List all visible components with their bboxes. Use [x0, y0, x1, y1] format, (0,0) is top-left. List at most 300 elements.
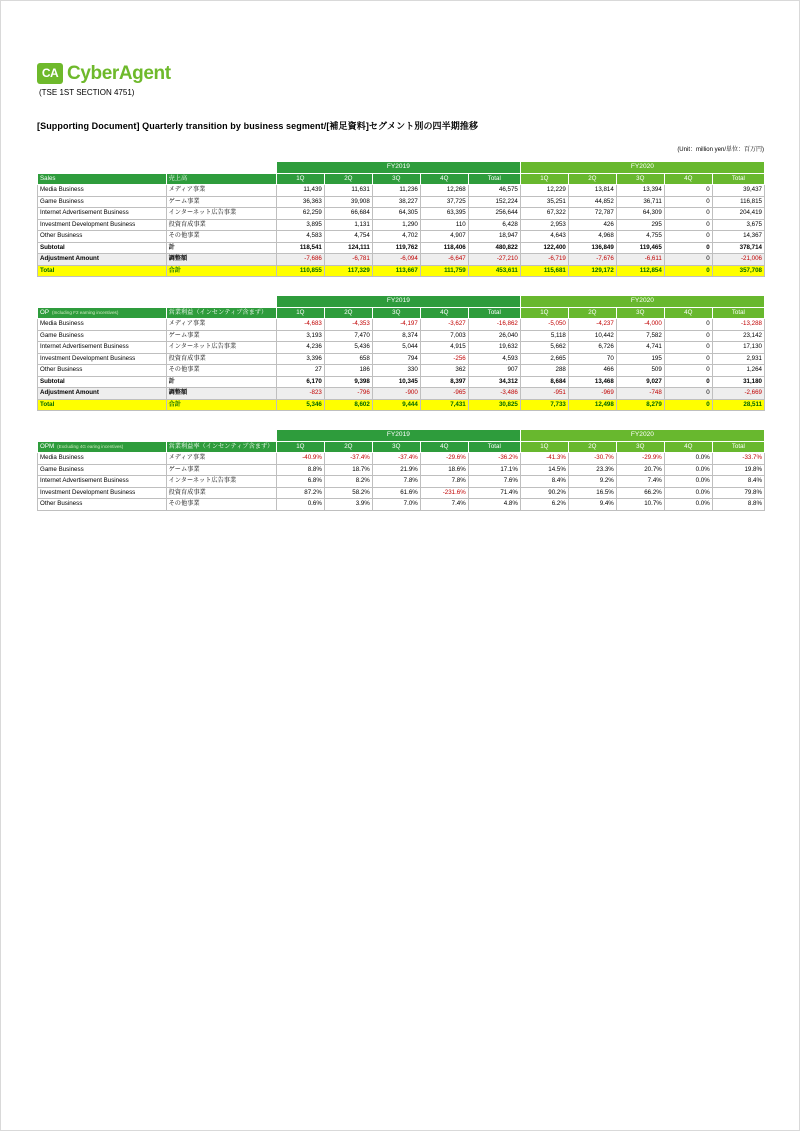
- segment-name-en: Media Business: [38, 453, 167, 465]
- fy2019-quarter-header: 3Q: [372, 441, 420, 453]
- fy2019-total-cell: 4.8%: [468, 499, 520, 511]
- metric-label-header: OP (Including F2 earning incentives): [38, 307, 167, 319]
- table-row: [38, 376, 765, 388]
- fy2020-total-cell: 28,511: [712, 399, 764, 411]
- fy2020-quarter-cell: 115,681: [520, 265, 568, 277]
- fy2020-quarter-cell: -6,719: [520, 254, 568, 266]
- table-row: [38, 265, 765, 277]
- fy2019-total-cell: -27,210: [468, 254, 520, 266]
- fy2020-quarter-cell: 2,665: [520, 353, 568, 365]
- fy2019-total-cell: 30,825: [468, 399, 520, 411]
- fy2019-quarter-cell: 7,003: [420, 330, 468, 342]
- fy2020-quarter-cell: 0: [664, 342, 712, 354]
- segment-name-jp: 投資育成事業: [166, 487, 276, 499]
- fy2020-quarter-cell: 9.2%: [568, 476, 616, 488]
- fy2020-quarter-cell: 12,229: [520, 185, 568, 197]
- fy2019-quarter-cell: 5,436: [324, 342, 372, 354]
- fy2019-quarter-cell: 18.6%: [420, 464, 468, 476]
- fy2019-quarter-cell: 118,406: [420, 242, 468, 254]
- segment-name-jp: メディア事業: [166, 319, 276, 331]
- fy2019-quarter-cell: 21.9%: [372, 464, 420, 476]
- segment-name-jp: ゲーム事業: [166, 330, 276, 342]
- fy2020-total-header: Total: [712, 441, 764, 453]
- segment-name-jp: 計: [166, 376, 276, 388]
- fy2019-quarter-cell: 117,329: [324, 265, 372, 277]
- fy2020-quarter-cell: -951: [520, 388, 568, 400]
- fy2019-total-header: Total: [468, 173, 520, 185]
- fy2019-quarter-cell: 9,398: [324, 376, 372, 388]
- fy2020-quarter-cell: 466: [568, 365, 616, 377]
- fy-band-row: [38, 296, 765, 308]
- fy2019-quarter-cell: 113,667: [372, 265, 420, 277]
- fy2019-quarter-cell: 658: [324, 353, 372, 365]
- ca-logo-icon: [37, 63, 63, 84]
- fy2019-quarter-cell: 111,759: [420, 265, 468, 277]
- fy2019-total-cell: -36.2%: [468, 453, 520, 465]
- fy2020-quarter-cell: 44,852: [568, 196, 616, 208]
- fy2019-quarter-header: 1Q: [276, 441, 324, 453]
- segment-name-en: Internet Advertisement Business: [38, 476, 167, 488]
- fy2019-quarter-cell: 8,602: [324, 399, 372, 411]
- fy2019-total-cell: 17.1%: [468, 464, 520, 476]
- fy2019-quarter-cell: 62,259: [276, 208, 324, 220]
- unit-note: (Unit：million yen/単位：百万円): [677, 147, 764, 153]
- fy2020-total-cell: 39,437: [712, 185, 764, 197]
- fy2019-quarter-cell: 8,374: [372, 330, 420, 342]
- table-row: [38, 242, 765, 254]
- segment-name-en: Subtotal: [38, 376, 167, 388]
- fy2020-quarter-cell: 0: [664, 265, 712, 277]
- fy2020-quarter-cell: 0.0%: [664, 487, 712, 499]
- segment-name-jp: 投資育成事業: [166, 219, 276, 231]
- fy2019-quarter-cell: 7,431: [420, 399, 468, 411]
- segment-name-en: Internet Advertisement Business: [38, 342, 167, 354]
- fy2020-total-cell: 17,130: [712, 342, 764, 354]
- fy2019-total-cell: 4,593: [468, 353, 520, 365]
- fy2019-quarter-cell: 4,583: [276, 231, 324, 243]
- fy2019-quarter-cell: -6,781: [324, 254, 372, 266]
- fy2020-quarter-cell: 0: [664, 208, 712, 220]
- fy2020-quarter-cell: -969: [568, 388, 616, 400]
- fy2020-quarter-cell: 0: [664, 242, 712, 254]
- fy2020-quarter-cell: 0: [664, 196, 712, 208]
- metric-label-header: OPM (Excluding 4G earing incentives): [38, 441, 167, 453]
- fy2019-quarter-cell: 5,044: [372, 342, 420, 354]
- table-row: [38, 399, 765, 411]
- fy2020-quarter-cell: 6,726: [568, 342, 616, 354]
- fy2020-quarter-cell: -41.3%: [520, 453, 568, 465]
- fy2020-quarter-cell: 0.0%: [664, 453, 712, 465]
- fy2020-quarter-cell: 0: [664, 353, 712, 365]
- financial-table-sales: [37, 161, 765, 277]
- fy2019-quarter-cell: 87.2%: [276, 487, 324, 499]
- fy2019-quarter-cell: 3,193: [276, 330, 324, 342]
- fy2020-quarter-header: 1Q: [520, 307, 568, 319]
- table-row: [38, 342, 765, 354]
- fy2019-quarter-cell: -965: [420, 388, 468, 400]
- financial-table-opm: [37, 429, 765, 511]
- fy2019-quarter-cell: 3,396: [276, 353, 324, 365]
- table-row: [38, 319, 765, 331]
- fy2020-quarter-cell: 0: [664, 185, 712, 197]
- fy2019-quarter-cell: 7,470: [324, 330, 372, 342]
- fy2019-total-cell: 71.4%: [468, 487, 520, 499]
- fy2020-quarter-header: 2Q: [568, 307, 616, 319]
- fy2020-quarter-cell: 16.5%: [568, 487, 616, 499]
- column-header-row: [38, 441, 765, 453]
- fy2020-quarter-cell: 6.2%: [520, 499, 568, 511]
- fy2019-quarter-cell: 18.7%: [324, 464, 372, 476]
- fy2019-quarter-header: 4Q: [420, 173, 468, 185]
- tse-listing-line: (TSE 1ST SECTION 4751): [39, 88, 135, 97]
- fy2020-quarter-cell: 5,118: [520, 330, 568, 342]
- table-row: [38, 499, 765, 511]
- fy-band-row: [38, 430, 765, 442]
- segment-name-en: Game Business: [38, 196, 167, 208]
- fy2020-total-cell: 14,367: [712, 231, 764, 243]
- fy2019-total-header: Total: [468, 441, 520, 453]
- metric-label-note: (Excluding 4G earing incentives): [57, 443, 124, 449]
- fy2019-quarter-cell: 5,346: [276, 399, 324, 411]
- segment-name-jp: ゲーム事業: [166, 196, 276, 208]
- fy2020-quarter-cell: -4,000: [616, 319, 664, 331]
- fy2019-quarter-cell: 119,762: [372, 242, 420, 254]
- fy2019-quarter-header: 3Q: [372, 173, 420, 185]
- fy2020-quarter-cell: 0: [664, 399, 712, 411]
- fy2020-quarter-cell: 0.0%: [664, 476, 712, 488]
- fy2019-total-cell: 480,822: [468, 242, 520, 254]
- fy2020-quarter-cell: 2,953: [520, 219, 568, 231]
- segment-name-en: Investment Development Business: [38, 353, 167, 365]
- segment-name-jp: ゲーム事業: [166, 464, 276, 476]
- fy2019-quarter-cell: -6,094: [372, 254, 420, 266]
- segment-name-en: Media Business: [38, 319, 167, 331]
- fy2019-quarter-cell: 11,236: [372, 185, 420, 197]
- table-row: [38, 487, 765, 499]
- segment-name-jp: その他事業: [166, 365, 276, 377]
- fy2020-quarter-cell: -29.9%: [616, 453, 664, 465]
- fy2019-quarter-header: 1Q: [276, 307, 324, 319]
- company-logo: [37, 63, 765, 84]
- fy2019-quarter-cell: 7.8%: [420, 476, 468, 488]
- fy2020-quarter-header: 3Q: [616, 307, 664, 319]
- fy2020-quarter-cell: 72,787: [568, 208, 616, 220]
- fy2020-quarter-cell: 90.2%: [520, 487, 568, 499]
- fy2020-quarter-cell: -4,237: [568, 319, 616, 331]
- fy2019-total-cell: -16,862: [468, 319, 520, 331]
- fy2020-total-cell: 1,264: [712, 365, 764, 377]
- fy2020-total-cell: 31,180: [712, 376, 764, 388]
- column-header-row: [38, 307, 765, 319]
- fy2020-quarter-header: 4Q: [664, 173, 712, 185]
- fy2019-quarter-cell: -823: [276, 388, 324, 400]
- fy2019-quarter-cell: -4,683: [276, 319, 324, 331]
- fy2020-quarter-cell: 0: [664, 219, 712, 231]
- table-row: [38, 476, 765, 488]
- fy2020-total-cell: 8.4%: [712, 476, 764, 488]
- fy2020-quarter-cell: 9.4%: [568, 499, 616, 511]
- segment-name-en: Total: [38, 399, 167, 411]
- fy2019-quarter-cell: 8,397: [420, 376, 468, 388]
- fy2019-total-cell: 6,428: [468, 219, 520, 231]
- fy2020-quarter-cell: 13,814: [568, 185, 616, 197]
- fy2019-quarter-cell: 63,395: [420, 208, 468, 220]
- table-row: [38, 231, 765, 243]
- fy2019-quarter-cell: 330: [372, 365, 420, 377]
- fy2020-quarter-cell: 67,322: [520, 208, 568, 220]
- fy2020-total-cell: 116,815: [712, 196, 764, 208]
- fy2019-quarter-cell: 1,290: [372, 219, 420, 231]
- table-row: [38, 219, 765, 231]
- fy2020-quarter-cell: -748: [616, 388, 664, 400]
- fy2020-quarter-cell: 122,400: [520, 242, 568, 254]
- segment-name-jp: インターネット広告事業: [166, 208, 276, 220]
- fy2020-total-cell: 3,675: [712, 219, 764, 231]
- fy2019-quarter-cell: 186: [324, 365, 372, 377]
- fy2020-quarter-cell: 0: [664, 319, 712, 331]
- fy2019-quarter-cell: 9,444: [372, 399, 420, 411]
- fy2020-quarter-cell: 295: [616, 219, 664, 231]
- fy2019-header: FY2019: [276, 296, 520, 308]
- fy2020-quarter-cell: 0: [664, 254, 712, 266]
- fy2020-quarter-cell: 13,468: [568, 376, 616, 388]
- fy2019-quarter-cell: 794: [372, 353, 420, 365]
- table-row: [38, 254, 765, 266]
- blank-cell: [38, 162, 277, 174]
- segment-name-en: Game Business: [38, 330, 167, 342]
- fy2019-quarter-cell: -6,647: [420, 254, 468, 266]
- metric-label-header: Sales: [38, 173, 167, 185]
- fy2020-header: FY2020: [520, 162, 764, 174]
- fy2019-quarter-cell: 27: [276, 365, 324, 377]
- financial-table-op: [37, 295, 765, 411]
- fy2020-total-cell: 19.8%: [712, 464, 764, 476]
- fy2019-quarter-cell: 61.6%: [372, 487, 420, 499]
- fy2019-quarter-cell: 110: [420, 219, 468, 231]
- fy2019-quarter-cell: 11,631: [324, 185, 372, 197]
- fy2020-quarter-cell: 70: [568, 353, 616, 365]
- segment-name-en: Investment Development Business: [38, 487, 167, 499]
- fy2019-quarter-cell: 12,268: [420, 185, 468, 197]
- fy2019-quarter-cell: 4,754: [324, 231, 372, 243]
- fy2020-quarter-cell: -30.7%: [568, 453, 616, 465]
- fy2019-quarter-cell: 3,895: [276, 219, 324, 231]
- segment-name-jp: 投資育成事業: [166, 353, 276, 365]
- fy2020-total-cell: 79.8%: [712, 487, 764, 499]
- fy2020-quarter-cell: 119,465: [616, 242, 664, 254]
- fy2019-quarter-cell: 362: [420, 365, 468, 377]
- segment-name-jp: インターネット広告事業: [166, 476, 276, 488]
- fy2019-total-cell: 256,644: [468, 208, 520, 220]
- segment-name-en: Total: [38, 265, 167, 277]
- fy2020-quarter-cell: 66.2%: [616, 487, 664, 499]
- fy2019-quarter-header: 4Q: [420, 441, 468, 453]
- fy2020-total-cell: -13,288: [712, 319, 764, 331]
- fy2020-quarter-cell: 195: [616, 353, 664, 365]
- fy2020-quarter-header: 3Q: [616, 173, 664, 185]
- fy2020-total-cell: 204,419: [712, 208, 764, 220]
- fy2019-quarter-cell: 58.2%: [324, 487, 372, 499]
- fy2019-quarter-cell: 36,363: [276, 196, 324, 208]
- fy2020-quarter-cell: 4,741: [616, 342, 664, 354]
- fy2019-quarter-cell: -256: [420, 353, 468, 365]
- fy2020-quarter-cell: 35,251: [520, 196, 568, 208]
- fy2019-quarter-cell: 124,111: [324, 242, 372, 254]
- fy2019-quarter-cell: -7,686: [276, 254, 324, 266]
- fy2019-quarter-cell: -231.6%: [420, 487, 468, 499]
- fy2020-quarter-cell: 136,849: [568, 242, 616, 254]
- fy2020-quarter-cell: 288: [520, 365, 568, 377]
- fy2019-total-cell: 907: [468, 365, 520, 377]
- fy2019-quarter-header: 2Q: [324, 173, 372, 185]
- table-row: [38, 330, 765, 342]
- fy2019-quarter-cell: -40.9%: [276, 453, 324, 465]
- fy2019-total-cell: 46,575: [468, 185, 520, 197]
- fy2020-quarter-cell: 426: [568, 219, 616, 231]
- fy-band-row: [38, 162, 765, 174]
- fy2020-total-cell: 23,142: [712, 330, 764, 342]
- fy2020-quarter-cell: 7,733: [520, 399, 568, 411]
- fy2019-quarter-cell: 1,131: [324, 219, 372, 231]
- segment-name-en: Other Business: [38, 499, 167, 511]
- fy2019-total-cell: -3,486: [468, 388, 520, 400]
- fy2019-quarter-cell: 7.0%: [372, 499, 420, 511]
- fy2020-quarter-cell: 10,442: [568, 330, 616, 342]
- segment-name-en: Other Business: [38, 231, 167, 243]
- fy2020-total-cell: -21,006: [712, 254, 764, 266]
- blank-cell: [38, 296, 277, 308]
- segment-name-jp: 計: [166, 242, 276, 254]
- fy2020-quarter-cell: 7,582: [616, 330, 664, 342]
- fy2019-total-cell: 453,611: [468, 265, 520, 277]
- segment-name-jp: その他事業: [166, 499, 276, 511]
- segment-name-en: Other Business: [38, 365, 167, 377]
- fy2019-quarter-cell: -4,197: [372, 319, 420, 331]
- fy2020-quarter-header: 1Q: [520, 441, 568, 453]
- segment-name-en: Game Business: [38, 464, 167, 476]
- fy2020-quarter-cell: 8,279: [616, 399, 664, 411]
- fy2020-quarter-cell: 5,662: [520, 342, 568, 354]
- fy2019-quarter-cell: 4,702: [372, 231, 420, 243]
- fy2020-total-cell: 8.8%: [712, 499, 764, 511]
- fy2020-quarter-cell: 0: [664, 330, 712, 342]
- fy2020-quarter-cell: 14.5%: [520, 464, 568, 476]
- fy2020-quarter-cell: 0.0%: [664, 499, 712, 511]
- tables-host: [37, 153, 765, 511]
- fy2020-total-header: Total: [712, 307, 764, 319]
- fy2019-quarter-cell: 37,725: [420, 196, 468, 208]
- fy2020-quarter-cell: -5,050: [520, 319, 568, 331]
- table-row: [38, 185, 765, 197]
- fy2019-quarter-cell: -4,353: [324, 319, 372, 331]
- fy2020-quarter-cell: 112,854: [616, 265, 664, 277]
- table-row: [38, 453, 765, 465]
- fy2019-quarter-cell: 4,236: [276, 342, 324, 354]
- fy2020-quarter-cell: 4,968: [568, 231, 616, 243]
- fy2019-quarter-cell: 7.4%: [420, 499, 468, 511]
- segment-name-jp: 合計: [166, 265, 276, 277]
- fy2020-quarter-cell: -7,676: [568, 254, 616, 266]
- fy2019-total-cell: 34,312: [468, 376, 520, 388]
- table-row: [38, 353, 765, 365]
- fy2020-quarter-header: 2Q: [568, 173, 616, 185]
- fy2020-quarter-cell: 64,309: [616, 208, 664, 220]
- fy2020-total-cell: 357,708: [712, 265, 764, 277]
- fy2020-total-header: Total: [712, 173, 764, 185]
- fy2019-quarter-cell: 0.6%: [276, 499, 324, 511]
- metric-label-header-jp: 営業利益（インセンティブ含まず）: [166, 307, 276, 319]
- fy2020-quarter-cell: -6,611: [616, 254, 664, 266]
- segment-name-jp: 調整額: [166, 254, 276, 266]
- fy2019-quarter-header: 4Q: [420, 307, 468, 319]
- fy2019-total-cell: 19,632: [468, 342, 520, 354]
- fy2019-header: FY2019: [276, 430, 520, 442]
- fy2020-quarter-header: 2Q: [568, 441, 616, 453]
- fy2020-quarter-cell: 8.4%: [520, 476, 568, 488]
- table-row: [38, 388, 765, 400]
- fy2020-quarter-cell: 4,755: [616, 231, 664, 243]
- fy2020-quarter-header: 3Q: [616, 441, 664, 453]
- fy2020-header: FY2020: [520, 296, 764, 308]
- fy2019-quarter-header: 1Q: [276, 173, 324, 185]
- fy2019-quarter-cell: 6.8%: [276, 476, 324, 488]
- segment-name-en: Media Business: [38, 185, 167, 197]
- fy2019-quarter-cell: 8.2%: [324, 476, 372, 488]
- fy2019-quarter-cell: 39,908: [324, 196, 372, 208]
- segment-name-en: Subtotal: [38, 242, 167, 254]
- fy2019-quarter-cell: -900: [372, 388, 420, 400]
- column-header-row: [38, 173, 765, 185]
- metric-label-header-jp: 営業利益率（インセンティブ含まず）: [166, 441, 276, 453]
- metric-label-note: (Including F2 earning incentives): [51, 309, 119, 315]
- fy2019-quarter-cell: 10,345: [372, 376, 420, 388]
- fy2020-quarter-cell: 10.7%: [616, 499, 664, 511]
- segment-name-jp: 調整額: [166, 388, 276, 400]
- fy2019-quarter-cell: 64,305: [372, 208, 420, 220]
- fy2019-quarter-cell: 110,855: [276, 265, 324, 277]
- fy2019-quarter-cell: -37.4%: [372, 453, 420, 465]
- fy2019-quarter-cell: 11,439: [276, 185, 324, 197]
- logo-text: CyberAgent: [67, 63, 171, 84]
- fy2020-quarter-cell: 9,027: [616, 376, 664, 388]
- fy2020-quarter-cell: 7.4%: [616, 476, 664, 488]
- fy2020-quarter-cell: 4,643: [520, 231, 568, 243]
- fy2019-quarter-cell: 66,684: [324, 208, 372, 220]
- blank-cell: [38, 430, 277, 442]
- fy2020-quarter-cell: 0: [664, 365, 712, 377]
- fy2020-quarter-header: 1Q: [520, 173, 568, 185]
- fy2019-total-cell: 18,947: [468, 231, 520, 243]
- fy2020-quarter-cell: 509: [616, 365, 664, 377]
- fy2019-quarter-cell: 118,541: [276, 242, 324, 254]
- fy2020-quarter-cell: 20.7%: [616, 464, 664, 476]
- fy2020-quarter-cell: 23.3%: [568, 464, 616, 476]
- fy2020-total-cell: 2,931: [712, 353, 764, 365]
- fy2019-total-cell: 26,040: [468, 330, 520, 342]
- fy2019-quarter-cell: 6,170: [276, 376, 324, 388]
- segment-name-jp: メディア事業: [166, 185, 276, 197]
- fy2019-quarter-cell: 4,907: [420, 231, 468, 243]
- fy2019-quarter-header: 2Q: [324, 441, 372, 453]
- fy2019-quarter-cell: -796: [324, 388, 372, 400]
- segment-name-en: Adjustment Amount: [38, 254, 167, 266]
- fy2020-total-cell: -33.7%: [712, 453, 764, 465]
- fy2020-quarter-cell: 12,498: [568, 399, 616, 411]
- segment-name-en: Internet Advertisement Business: [38, 208, 167, 220]
- segment-name-jp: その他事業: [166, 231, 276, 243]
- fy2019-quarter-cell: -37.4%: [324, 453, 372, 465]
- fy2019-quarter-cell: 38,227: [372, 196, 420, 208]
